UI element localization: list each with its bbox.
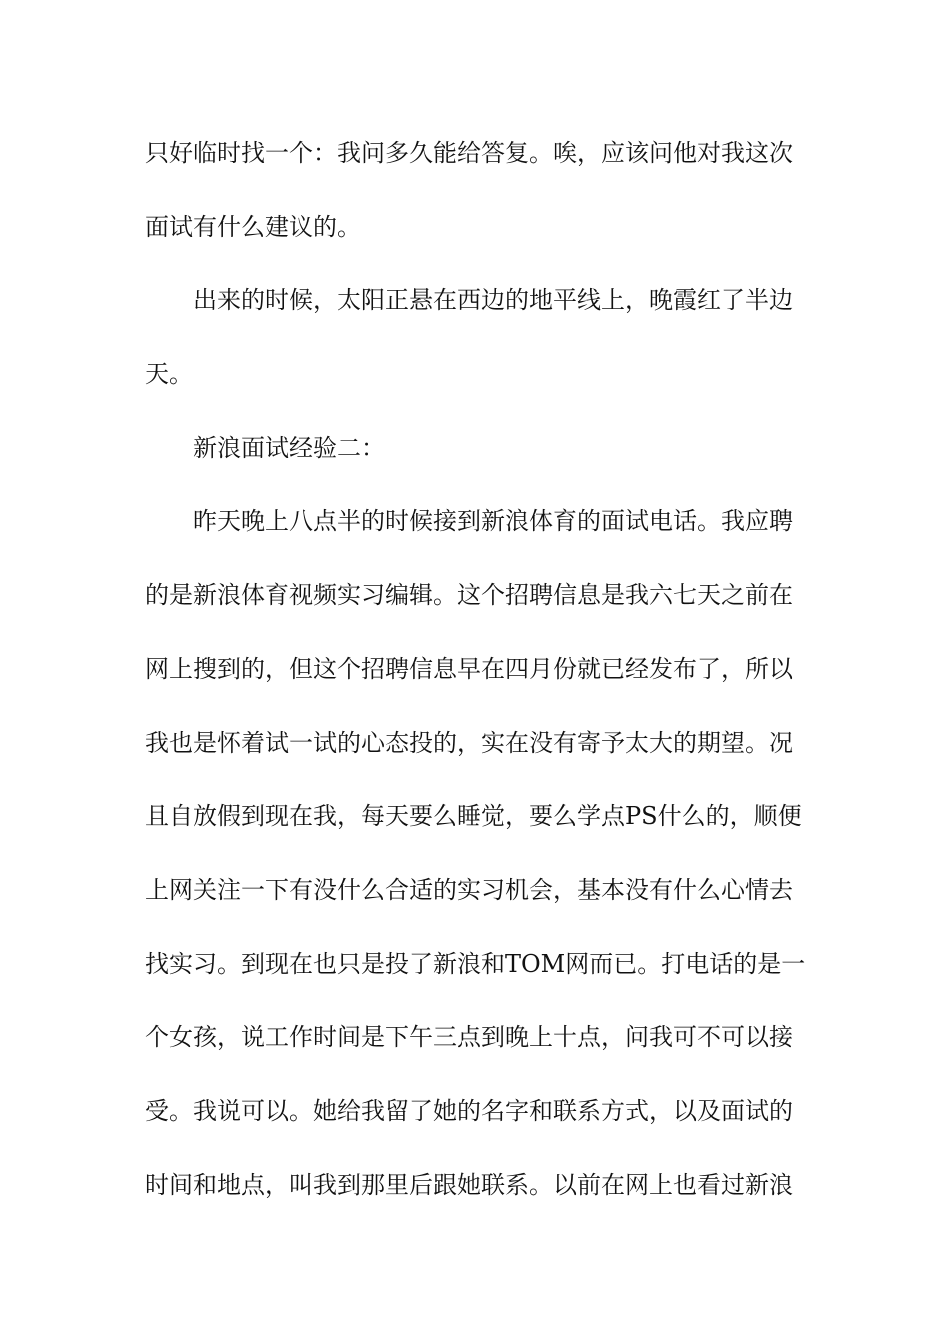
text-line: 只好临时找一个：我问多久能给答复。唉，应该问他对我这次 xyxy=(145,139,793,167)
document-body xyxy=(145,128,805,1233)
text-line: 天。 xyxy=(145,360,193,389)
text-line: 个女孩，说工作时间是下午三点到晚上十点，问我可不可以接 xyxy=(145,1023,793,1052)
text-line: 找实习。到现在也只是投了新浪和TOM网而已。打电话的是一 xyxy=(145,949,805,978)
text-line: 我也是怀着试一试的心态投的，实在没有寄予太大的期望。况 xyxy=(145,728,793,757)
text-line: 出来的时候，太阳正悬在西边的地平线上，晚霞红了半边 xyxy=(193,286,793,315)
text-line: 时间和地点，叫我到那里后跟她联系。以前在网上也看过新浪 xyxy=(145,1170,793,1199)
text-line: 受。我说可以。她给我留了她的名字和联系方式，以及面试的 xyxy=(145,1096,793,1125)
text-line: 面试有什么建议的。 xyxy=(145,212,361,241)
text-line: 且自放假到现在我，每天要么睡觉，要么学点PS什么的，顺便 xyxy=(145,802,802,831)
text-line: 网上搜到的，但这个招聘信息早在四月份就已经发布了，所以 xyxy=(145,654,793,683)
text-line: 昨天晚上八点半的时候接到新浪体育的面试电话。我应聘 xyxy=(193,507,793,536)
section-heading: 新浪面试经验二： xyxy=(193,433,385,462)
text-line: 的是新浪体育视频实习编辑。这个招聘信息是我六七天之前在 xyxy=(145,581,793,610)
text-line: 上网关注一下有没什么合适的实习机会，基本没有什么心情去 xyxy=(145,875,793,904)
